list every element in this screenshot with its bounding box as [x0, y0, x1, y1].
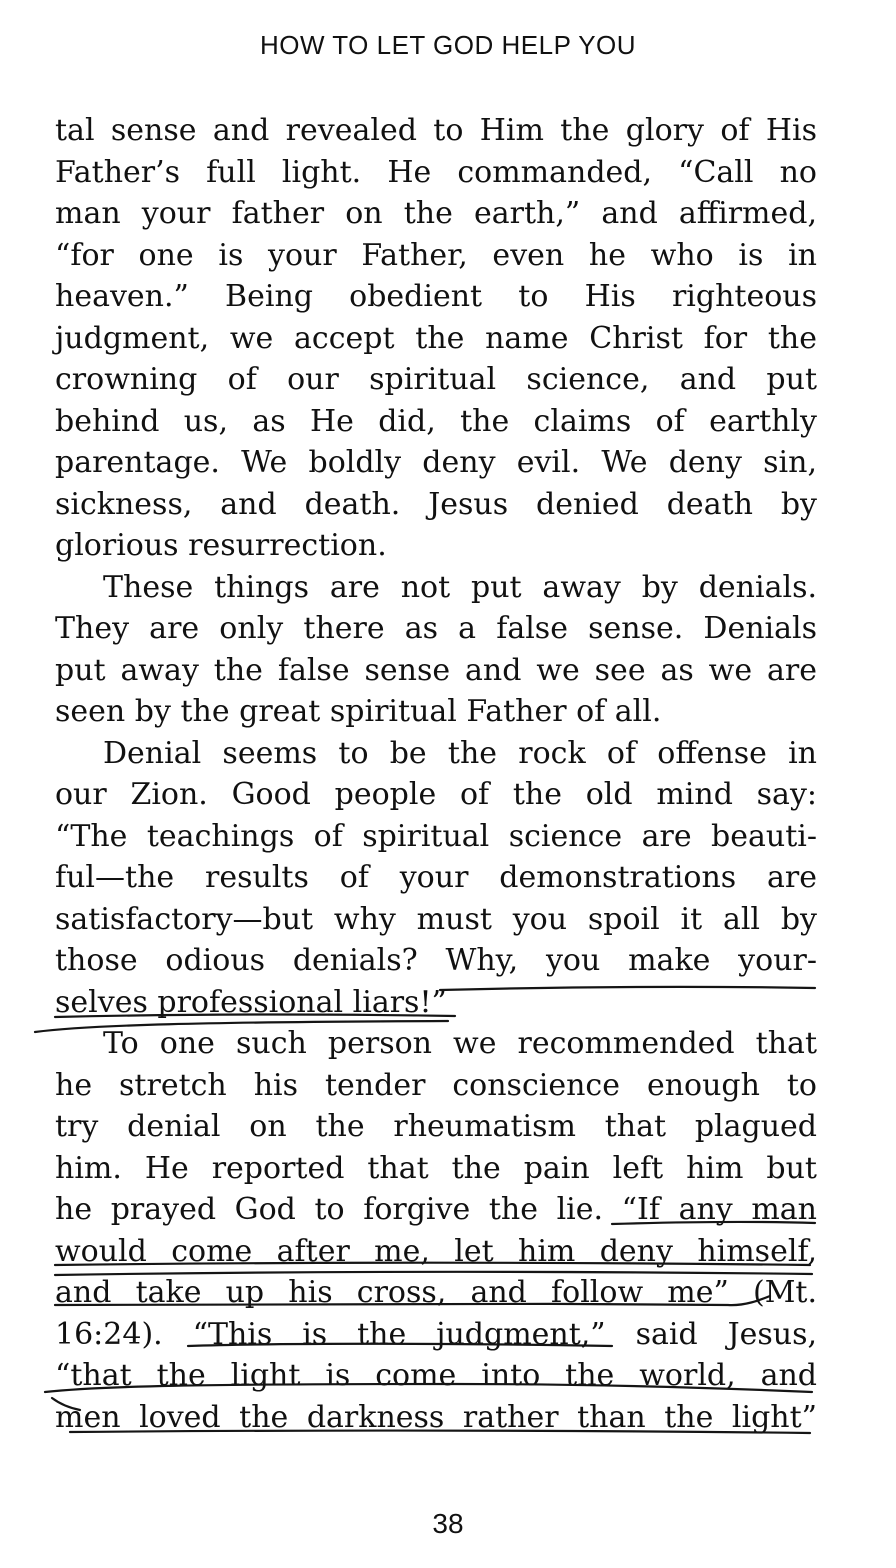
text-line: and take up his cross, and follow me” (Mt.: [55, 1275, 817, 1310]
text-line: “for one is your Father, even he who is in: [55, 237, 817, 273]
text-line: him. He reported that the pain left him but: [55, 1150, 817, 1186]
text-line: To one such person we recommended that: [103, 1026, 817, 1061]
text-line: 16:24). “This is the judgment,” said Jesus,: [55, 1316, 817, 1352]
text-line: sickness, and death. Jesus denied death by: [55, 486, 817, 522]
text-line: “that the light is come into the world, and: [55, 1358, 817, 1393]
text-line: Denial seems to be the rock of offense in: [103, 735, 817, 771]
text-line: man your father on the earth,” and affirmed,: [55, 196, 817, 231]
text-line: men loved the darkness rather than the light”: [55, 1399, 817, 1435]
text-line: behind us, as He did, the claims of earthly: [55, 403, 817, 439]
body-text: [55, 110, 817, 1438]
text-line: judgment, we accept the name Christ for the: [55, 320, 817, 356]
page-number: 38: [432, 1508, 464, 1539]
text-line: try denial on the rheumatism that plagued: [55, 1109, 817, 1144]
text-line: he prayed God to forgive the lie. “If any man: [55, 1192, 817, 1227]
text-line: satisfactory—but why must you spoil it all by: [55, 901, 817, 937]
text-line: put away the false sense and we see as we are: [55, 652, 817, 688]
text-line: heaven.” Being obedient to His righteous: [55, 279, 817, 314]
running-head: HOW TO LET GOD HELP YOU: [259, 30, 637, 60]
text-line: ful—the results of your demonstrations are: [55, 860, 817, 895]
text-line: seen by the great spiritual Father of all.: [55, 694, 662, 729]
text-line: Father’s full light. He commanded, “Call no: [55, 154, 817, 190]
text-line: would come after me, let him deny himself,: [55, 1233, 817, 1269]
text-line: They are only there as a false sense. Denials: [55, 611, 817, 646]
text-line: glorious resurrection.: [55, 528, 387, 563]
text-line: tal sense and revealed to Him the glory of His: [55, 113, 817, 148]
text-line: our Zion. Good people of the old mind say:: [55, 777, 817, 812]
text-line: crowning of our spiritual science, and put: [55, 362, 817, 397]
text-line: selves professional liars!”: [55, 984, 447, 1020]
text-line: These things are not put away by denials.: [103, 569, 817, 605]
text-line: those odious denials? Why, you make your-: [55, 943, 817, 978]
text-line: parentage. We boldly deny evil. We deny sin,: [55, 445, 817, 480]
text-line: “The teachings of spiritual science are beauti-: [55, 818, 817, 854]
text-line: he stretch his tender conscience enough to: [55, 1067, 817, 1103]
